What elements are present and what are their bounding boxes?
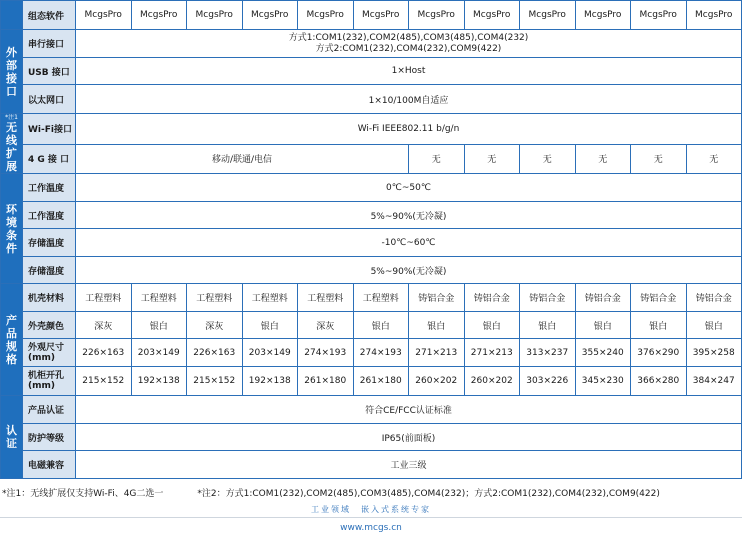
footnotes (2, 486, 660, 499)
wifi-label: Wi-Fi接口 (23, 114, 76, 145)
size-cell: 203×149 (242, 339, 298, 367)
footnote-2: *注2：方式1:COM1(232),COM2(485),COM3(485),COM4(232)；方式2:COM1(232),COM4(232),COM9(422) (197, 489, 660, 499)
st-humidity-value: 5%~90%(无冷凝) (76, 257, 742, 284)
software-cell: McgsPro (187, 1, 243, 30)
wifi-row (1, 114, 742, 145)
color-cell: 深灰 (187, 312, 243, 339)
cutout-cell: 260×202 (464, 367, 520, 396)
cert-value: 符合CE/FCC认证标准 (76, 396, 742, 424)
cert-row (1, 396, 742, 424)
size-cell: 274×193 (353, 339, 409, 367)
size-cell: 271×213 (464, 339, 520, 367)
size-cell: 274×193 (298, 339, 354, 367)
size-cell: 376×290 (631, 339, 687, 367)
color-cell: 银白 (520, 312, 576, 339)
st-temp-label: 存储温度 (23, 229, 76, 257)
material-cell: 铸铝合金 (686, 284, 742, 312)
size-row (1, 339, 742, 367)
cutout-cell: 192×138 (242, 367, 298, 396)
size-cell: 203×149 (131, 339, 187, 367)
material-cell: 铸铝合金 (464, 284, 520, 312)
serial-row (1, 30, 742, 58)
group-spacer (1, 1, 23, 30)
usb-label: USB 接口 (23, 58, 76, 85)
group-cert: 认 证 (1, 396, 23, 479)
g4-none: 无 (409, 144, 465, 173)
group-environment: 环 境 条 件 (1, 174, 23, 284)
st-humidity-label: 存储湿度 (23, 257, 76, 284)
serial-value (76, 30, 742, 58)
serial-label: 串行接口 (23, 30, 76, 58)
software-cell: McgsPro (76, 1, 132, 30)
op-temp-row (1, 174, 742, 202)
software-cell: McgsPro (298, 1, 354, 30)
cutout-cell: 215×152 (76, 367, 132, 396)
ethernet-value: 1×10/100M自适应 (76, 85, 742, 114)
g4-none: 无 (575, 144, 631, 173)
material-row (1, 284, 742, 312)
op-temp-value: 0℃~50℃ (76, 174, 742, 202)
color-cell: 深灰 (76, 312, 132, 339)
cutout-cell: 215×152 (187, 367, 243, 396)
g4-none: 无 (520, 144, 576, 173)
cutout-cell: 260×202 (409, 367, 465, 396)
size-label: 外观尺寸 (mm) (23, 339, 76, 367)
cutout-row (1, 367, 742, 396)
software-label: 组态软件 (23, 1, 76, 30)
color-cell: 银白 (131, 312, 187, 339)
material-cell: 工程塑料 (131, 284, 187, 312)
size-cell: 271×213 (409, 339, 465, 367)
ip-value: IP65(前面板) (76, 424, 742, 451)
color-label: 外壳颜色 (23, 312, 76, 339)
color-cell: 银白 (242, 312, 298, 339)
software-cell: McgsPro (631, 1, 687, 30)
color-cell: 银白 (686, 312, 742, 339)
g4-label: 4 G 接 口 (23, 144, 76, 173)
ip-label: 防护等级 (23, 424, 76, 451)
op-humidity-label: 工作湿度 (23, 202, 76, 229)
color-row (1, 312, 742, 339)
usb-row (1, 58, 742, 85)
color-cell: 银白 (409, 312, 465, 339)
g4-none: 无 (464, 144, 520, 173)
group-product: 产 品 规 格 (1, 284, 23, 396)
cutout-cell: 366×280 (631, 367, 687, 396)
software-cell: McgsPro (575, 1, 631, 30)
serial-mode-2: 方式2:COM1(232),COM4(232),COM9(422) (315, 43, 502, 54)
software-cell: McgsPro (464, 1, 520, 30)
color-cell: 深灰 (298, 312, 354, 339)
st-temp-value: -10℃~60℃ (76, 229, 742, 257)
op-humidity-row (1, 202, 742, 229)
cutout-cell: 303×226 (520, 367, 576, 396)
tagline: 工业领域 嵌入式系统专家 (311, 505, 431, 514)
size-cell: 355×240 (575, 339, 631, 367)
software-cell: McgsPro (686, 1, 742, 30)
software-row (1, 1, 742, 30)
ethernet-row (1, 85, 742, 114)
cutout-cell: 384×247 (686, 367, 742, 396)
material-cell: 工程塑料 (187, 284, 243, 312)
g4-none: 无 (631, 144, 687, 173)
op-temp-label: 工作温度 (23, 174, 76, 202)
cutout-cell: 261×180 (298, 367, 354, 396)
color-cell: 银白 (353, 312, 409, 339)
software-cell: McgsPro (520, 1, 576, 30)
g4-none: 无 (686, 144, 742, 173)
material-label: 机壳材料 (23, 284, 76, 312)
emc-value: 工业三级 (76, 451, 742, 479)
serial-mode-1: 方式1:COM1(232),COM2(485),COM3(485),COM4(232) (288, 32, 529, 43)
software-cell: McgsPro (242, 1, 298, 30)
material-cell: 工程塑料 (298, 284, 354, 312)
footnote-1: *注1：无线扩展仅支持Wi-Fi、4G二选一 (2, 489, 164, 499)
material-cell: 铸铝合金 (575, 284, 631, 312)
software-cell: McgsPro (353, 1, 409, 30)
cutout-label: 机柜开孔 (mm) (23, 367, 76, 396)
usb-value: 1×Host (76, 58, 742, 85)
software-cell: McgsPro (409, 1, 465, 30)
size-cell: 395×258 (686, 339, 742, 367)
material-cell: 铸铝合金 (520, 284, 576, 312)
material-cell: 工程塑料 (242, 284, 298, 312)
ethernet-label: 以太网口 (23, 85, 76, 114)
material-cell: 铸铝合金 (409, 284, 465, 312)
color-cell: 银白 (575, 312, 631, 339)
cutout-cell: 192×138 (131, 367, 187, 396)
wifi-value: Wi-Fi IEEE802.11 b/g/n (76, 114, 742, 145)
emc-label: 电磁兼容 (23, 451, 76, 479)
material-cell: 工程塑料 (76, 284, 132, 312)
size-cell: 313×237 (520, 339, 576, 367)
website-link[interactable]: www.mcgs.cn (340, 523, 402, 533)
op-humidity-value: 5%~90%(无冷凝) (76, 202, 742, 229)
material-cell: 工程塑料 (353, 284, 409, 312)
size-cell: 226×163 (76, 339, 132, 367)
cert-label: 产品认证 (23, 396, 76, 424)
st-temp-row (1, 229, 742, 257)
material-cell: 铸铝合金 (631, 284, 687, 312)
emc-row (1, 451, 742, 479)
divider (0, 517, 742, 518)
software-cell: McgsPro (131, 1, 187, 30)
color-cell: 银白 (464, 312, 520, 339)
group-wireless: *注1 无 线 扩 展 (1, 114, 23, 174)
ip-row (1, 424, 742, 451)
size-cell: 226×163 (187, 339, 243, 367)
group-external: 外 部 接 口 (1, 30, 23, 114)
g4-value: 移动/联通/电信 (76, 144, 409, 173)
g4-row (1, 144, 742, 173)
st-humidity-row (1, 257, 742, 284)
cutout-cell: 345×230 (575, 367, 631, 396)
color-cell: 银白 (631, 312, 687, 339)
cutout-cell: 261×180 (353, 367, 409, 396)
